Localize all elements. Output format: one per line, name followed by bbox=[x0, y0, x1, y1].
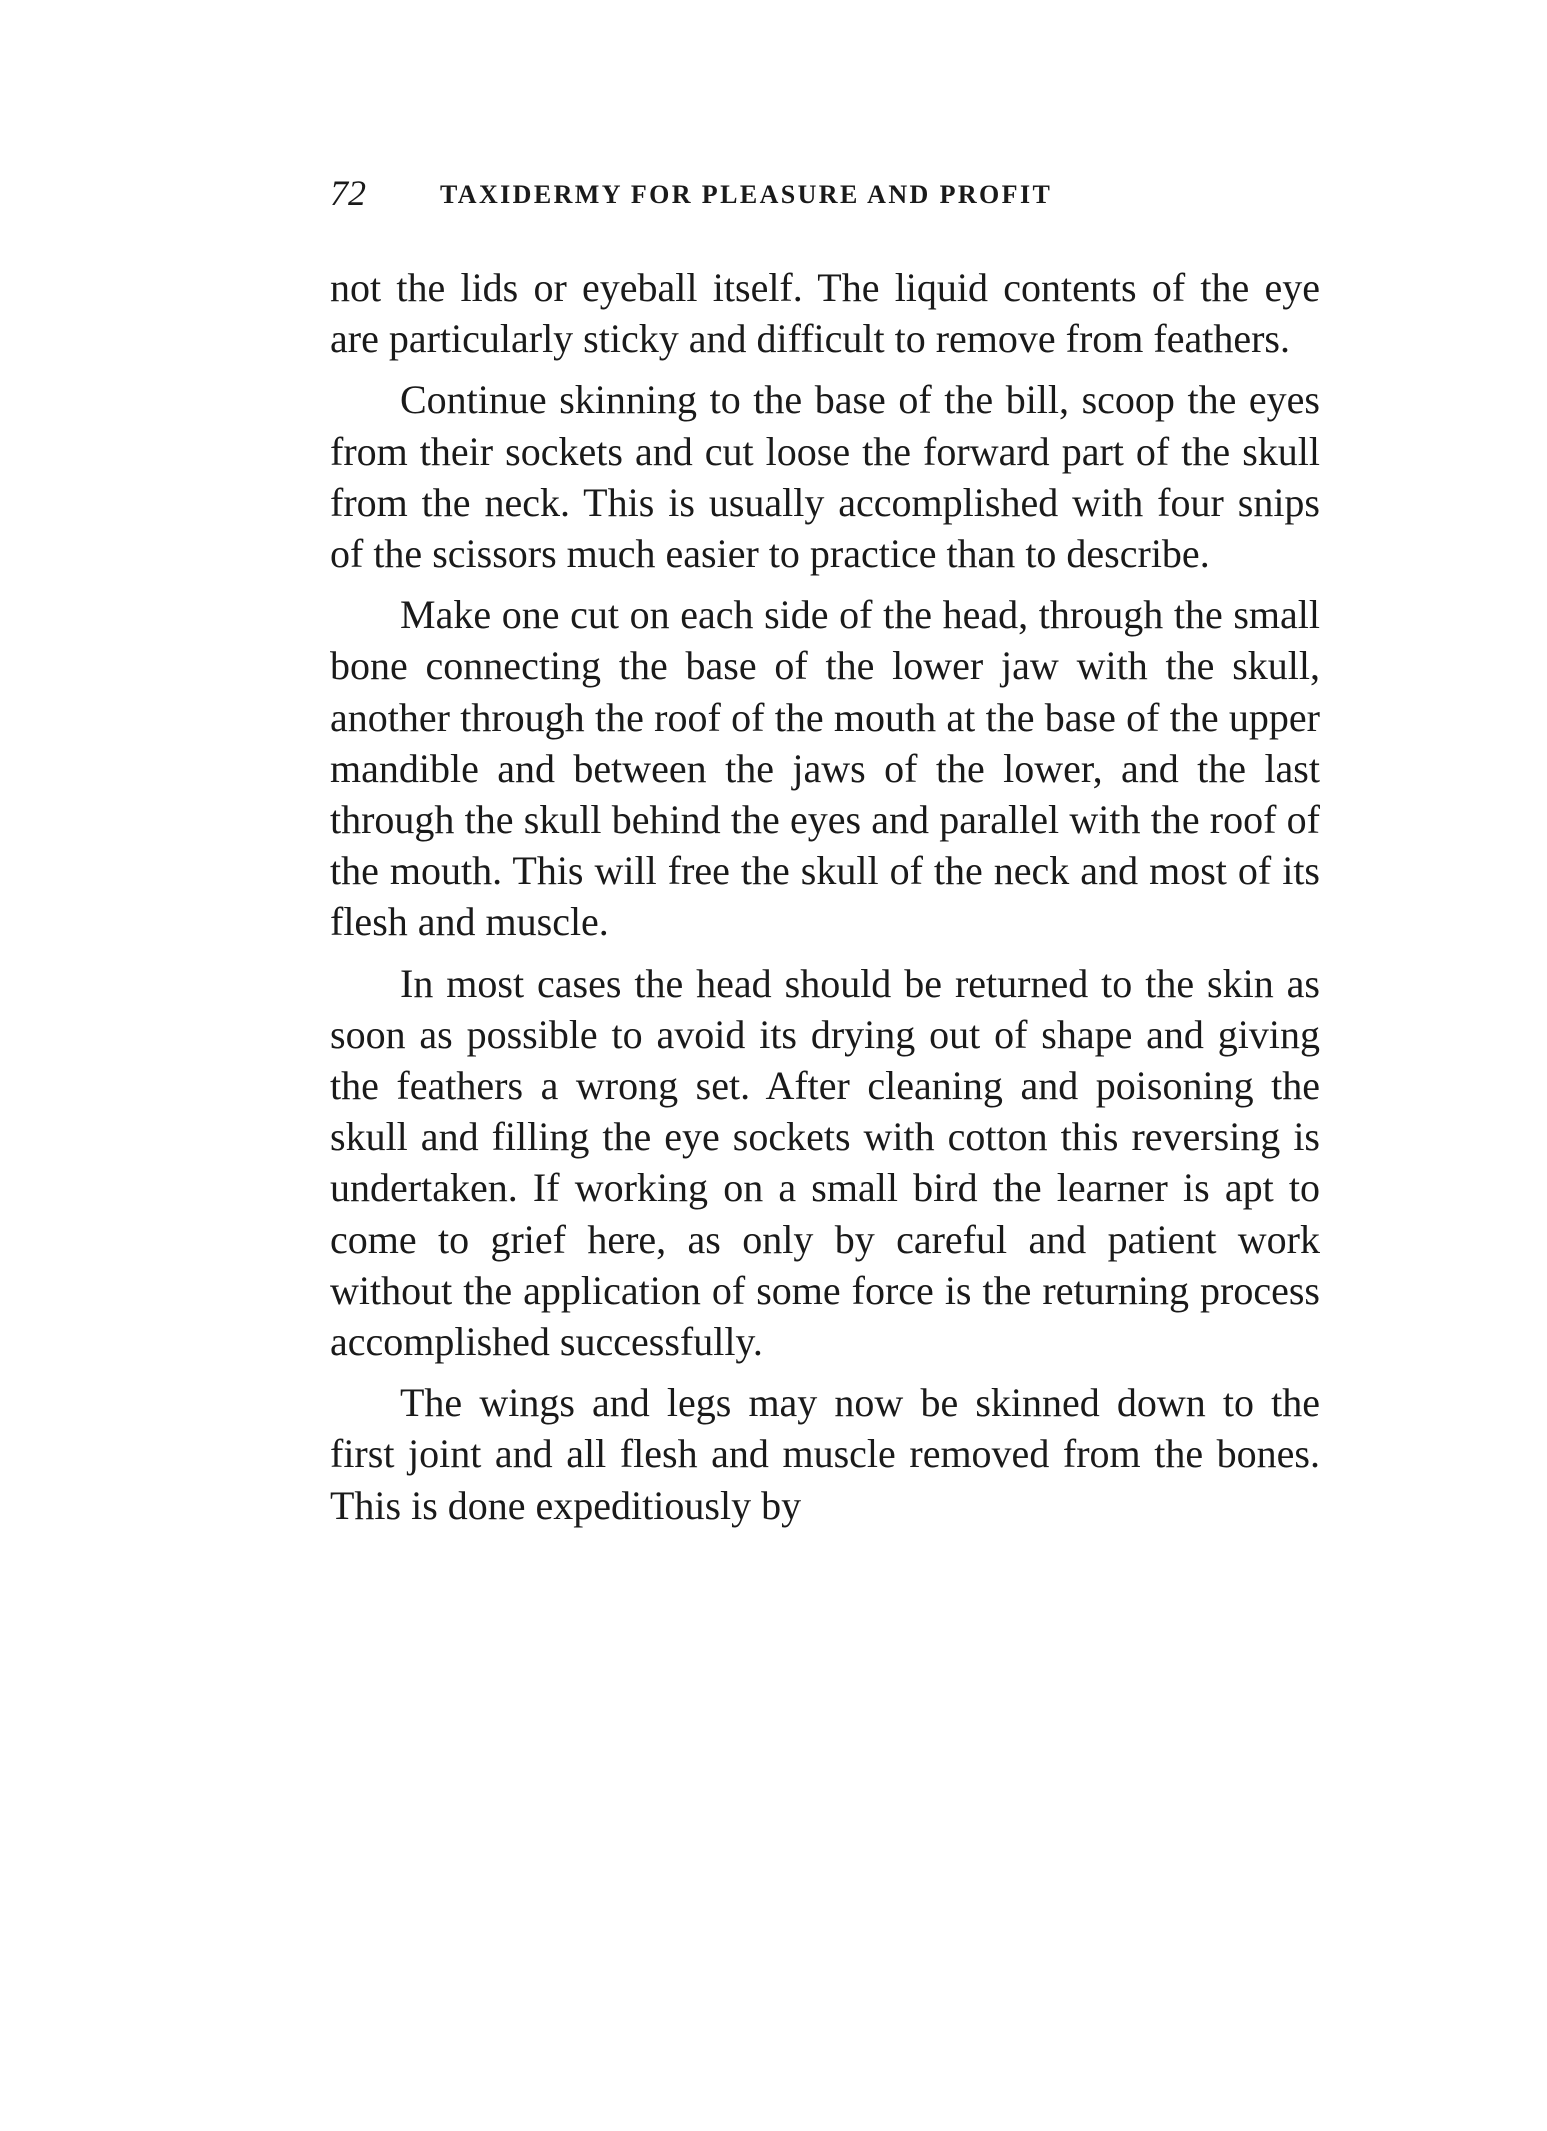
body-text bbox=[330, 262, 1320, 1531]
paragraph: In most cases the head should be returned to the skin as soon as possible to avoid its drying out of shape and giving the feathers a wrong set. After cleaning and poisoning the skull and filling the eye sockets with cotton this reversing is undertaken. If working on a small bird the learner is apt to come to grief here, as only by careful and patient work without the application of some force is the returning process accomplished successfully. bbox=[330, 960, 1320, 1365]
paragraph: The wings and legs may now be skinned down to the first joint and all flesh and muscle removed from the bones. This is done expeditiously by bbox=[330, 1380, 1320, 1528]
paragraph: Make one cut on each side of the head, through the small bone connecting the base of the lower jaw with the skull, another through the roof of the mouth at the base of the upper mandible and between the jaws of the lower, and the last through the skull behind the eyes and parallel with the roof of the mouth. This will free the skull of the neck and most of its flesh and muscle. bbox=[330, 592, 1320, 945]
paragraph: not the lids or eyeball itself. The liquid contents of the eye are particularly sticky and difficult to remove from feathers. bbox=[330, 265, 1320, 362]
paragraph: Continue skinning to the base of the bill, scoop the eyes from their sockets and cut loose the forward part of the skull from the neck. This is usually accomplished with four snips of the scissors much easier to practice than to describe. bbox=[330, 377, 1320, 577]
page-number: 72 bbox=[330, 173, 366, 213]
running-title: TAXIDERMY FOR PLEASURE AND PROFIT bbox=[440, 180, 1053, 209]
running-head bbox=[330, 172, 1320, 222]
